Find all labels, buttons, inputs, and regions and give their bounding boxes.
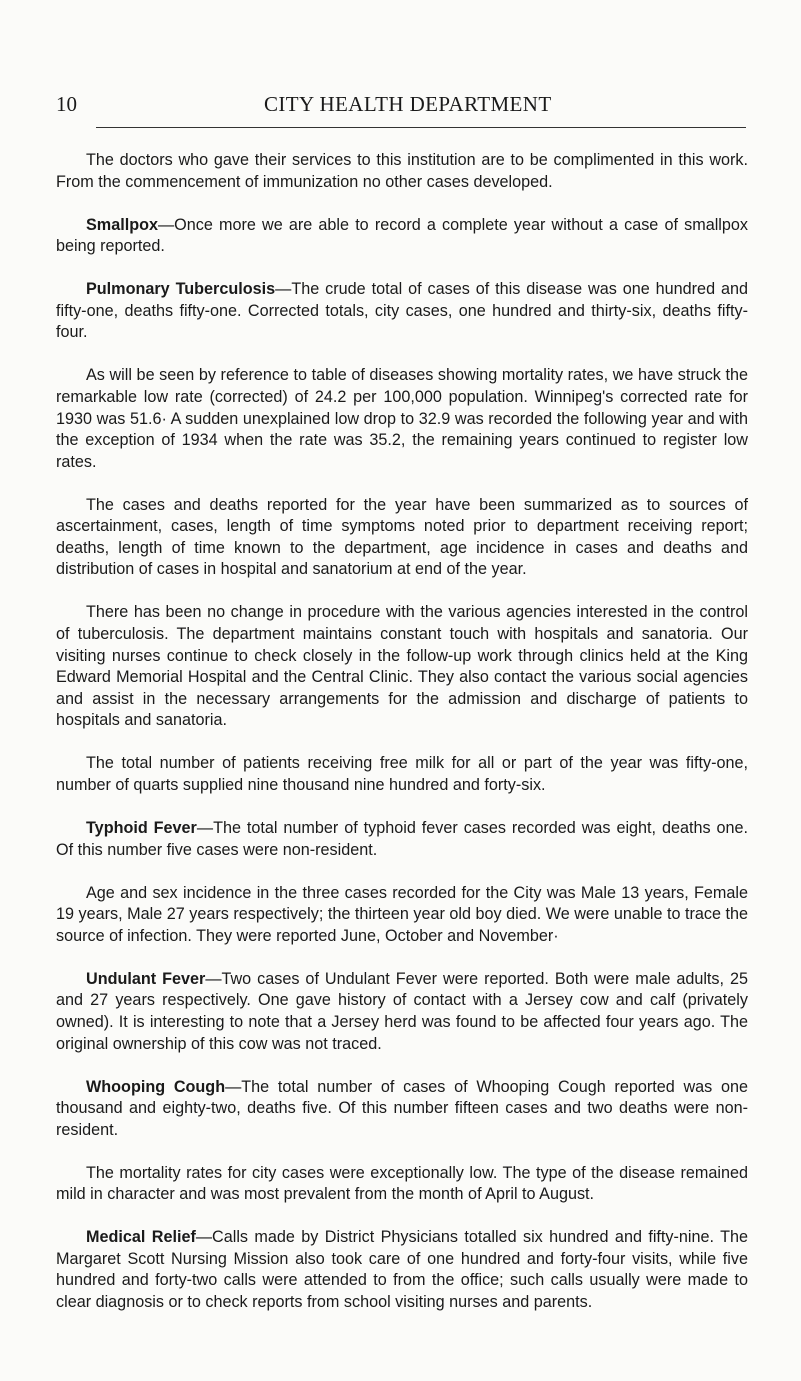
- paragraph-smallpox: [56, 215, 748, 258]
- paragraph-cases-deaths-summary: [56, 495, 748, 581]
- paragraph-text: —Two cases of Undulant Fever were reported. Both were male adults, 25 and 27 years respectively. One gave history of contact with a Jersey cow and calf (privately owned). It is interesting to note that a Jersey herd was found to be affected four years ago. The original ownership of this cow was not traced.: [56, 969, 748, 1053]
- header-title: CITY HEALTH DEPARTMENT: [264, 92, 552, 116]
- paragraph-age-sex-incidence: [56, 883, 748, 948]
- paragraph-text: As will be seen by reference to table of diseases showing mortality rates, we have struck the remarkable low rate (corrected) of 24.2 per 100,000 population. Winnipeg's corrected rate for 1930 was 51.6· A sudden unexplained low drop to 32.9 was recorded the following year and with the exception of 1934 when the rate was 35.2, the remaining years continued to register low rates.: [56, 366, 748, 471]
- paragraph-heading: Medical Relief: [86, 1228, 196, 1247]
- paragraph-mortality-city-cases: [56, 1163, 748, 1206]
- paragraph-heading: Undulant Fever: [86, 969, 206, 988]
- paragraph-procedure: [56, 602, 748, 732]
- paragraph-undulant-fever: [56, 969, 748, 1055]
- paragraph-heading: Smallpox: [86, 215, 158, 234]
- page-number: 10: [56, 92, 77, 116]
- paragraph-mortality-rates: [56, 365, 748, 473]
- paragraph-text: —Once more we are able to record a complete year without a case of smallpox being reported.: [56, 215, 748, 256]
- paragraph-text: There has been no change in procedure with the various agencies interested in the control of tuberculosis. The department maintains constant touch with hospitals and sanatoria. Our visiting nurses continue to check closely in the follow-up work through clinics held at the King Edward Memorial Hospital and the Central Clinic. They also contact the various social agencies and assist in the necessary arrangements for the admission and discharge of patients to hospitals and sanatoria.: [56, 603, 748, 730]
- paragraph-whooping-cough: [56, 1077, 748, 1142]
- paragraph-text: Age and sex incidence in the three cases recorded for the City was Male 13 years, Female 19 years, Male 27 years respectively; the thirteen year old boy died. We were unable to trace the source of infection. They were reported June, October and November·: [56, 883, 748, 945]
- paragraph-text: The mortality rates for city cases were exceptionally low. The type of the disease remained mild in character and was most prevalent from the month of April to August.: [56, 1163, 748, 1204]
- paragraph-heading: Whooping Cough: [86, 1077, 226, 1096]
- paragraph-text: —The total number of typhoid fever cases recorded was eight, deaths one. Of this number five cases were non-resident.: [56, 818, 749, 859]
- paragraph-free-milk: [56, 753, 748, 796]
- paragraph-text: —Calls made by District Physicians totalled six hundred and fifty-nine. The Margaret Scott Nursing Mission also took care of one hundred and forty-four visits, while five hundred and forty-two calls were attended to from the office; such calls usually were made to clear diagnosis or to check reports from school visiting nurses and parents.: [56, 1228, 748, 1312]
- paragraph-heading: Pulmonary Tuberculosis: [86, 280, 276, 299]
- paragraph-typhoid-fever: [56, 818, 748, 861]
- paragraph-immunization: [56, 150, 748, 193]
- header-rule: [96, 127, 746, 128]
- paragraph-text: The total number of patients receiving free milk for all or part of the year was fifty-one, number of quarts supplied nine thousand nine hundred and forty-six.: [56, 754, 748, 794]
- running-head: [56, 88, 746, 122]
- paragraph-text: The cases and deaths reported for the year have been summarized as to sources of ascertainment, cases, length of time symptoms noted prior to department receiving report; deaths, length of time known to the department, age incidence in cases and deaths and distribution of cases in hospital and sanatorium at end of the year.: [56, 495, 748, 579]
- paragraph-text: The doctors who gave their services to this institution are to be complimented in this work. From the commencement of immunization no other cases developed.: [56, 151, 748, 191]
- paragraph-heading: Typhoid Fever: [86, 818, 197, 837]
- paragraph-medical-relief: [56, 1227, 748, 1313]
- paragraph-pulmonary-tuberculosis: [56, 279, 748, 344]
- body-text: [56, 150, 748, 1335]
- paragraph-text: —The total number of cases of Whooping Cough reported was one thousand and eighty-two, deaths five. Of this number fifteen cases and two deaths were non-resident.: [56, 1077, 748, 1139]
- paragraph-text: —The crude total of cases of this disease was one hundred and fifty-one, deaths fifty-one. Corrected totals, city cases, one hundred and thirty-six, deaths fifty-four.: [56, 280, 749, 342]
